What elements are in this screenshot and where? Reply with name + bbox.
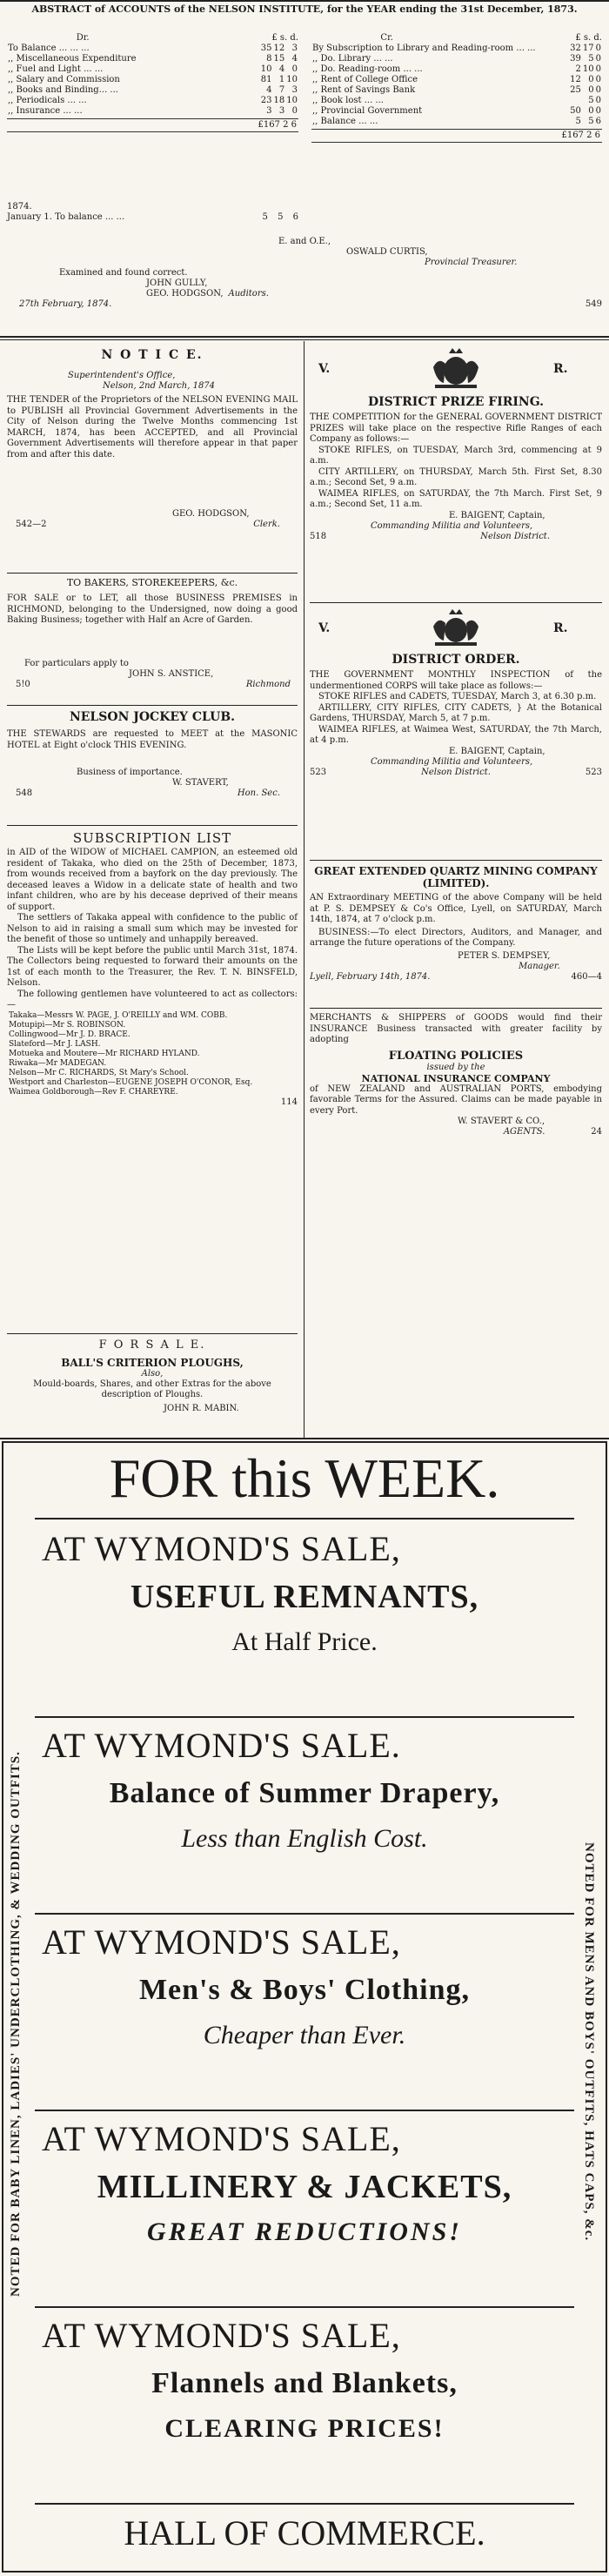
forsale-title: F O R S A L E. (98, 1338, 206, 1352)
dr-cell-l: 23 (260, 96, 272, 105)
dr-cell-s: 4 (278, 64, 285, 74)
cr-cell-d: 0 (595, 54, 601, 64)
order-district: Nelson District. (421, 767, 491, 777)
dr-row (7, 54, 298, 64)
wymond-item: MILLINERY & JACKETS, (97, 2169, 512, 2205)
cr-cell-s: 17 (582, 44, 594, 53)
cr-label: Cr. (380, 33, 393, 43)
dr-row (7, 96, 298, 106)
quartz-signer-title: Manager. (519, 961, 560, 971)
order-v-right: R. (553, 621, 568, 635)
dr-cell-s: 3 (278, 106, 285, 116)
auditor-2: GEO. HODGSON, (146, 289, 224, 299)
cr-row (311, 117, 602, 127)
wymond-price-note: CLEARING PRICES! (164, 2414, 445, 2443)
cr-cell-l: 25 (570, 85, 581, 95)
dr-cell-label: ,, Books and Binding... ... (8, 85, 118, 95)
order-ad (310, 607, 602, 778)
treasurer-name: OSWALD CURTIS, (346, 247, 428, 257)
royal-crest-icon (430, 607, 482, 649)
dr-cell-label: ,, Fuel and Light ... ... (8, 64, 104, 74)
dr-cell-s: 15 (273, 54, 285, 64)
cr-total: £167 2 6 (311, 129, 602, 143)
cr-cell-label: ,, Balance ... ... (312, 117, 378, 126)
quartz-date: Lyell, February 14th, 1874. (310, 971, 431, 982)
forsale-signer: JOHN R. MABIN. (164, 1404, 239, 1413)
cr-cell-l: 12 (570, 75, 581, 84)
notice-signer-title: Clerk. (253, 520, 280, 529)
dr-cell-d: 10 (286, 75, 298, 84)
cr-cell-s: 0 (588, 85, 594, 95)
wymond-divider (35, 2503, 574, 2505)
wymond-footer: HALL OF COMMERCE. (124, 2513, 485, 2553)
merchants-body: MERCHANTS & SHIPPERS of GOODS would find their INSURANCE Business transacted with greater facility by adopting (310, 1013, 602, 1044)
dr-cell-l: 3 (266, 106, 272, 116)
dr-cell-s: 18 (273, 96, 285, 105)
prize-line-3: WAIMEA RIFLES, on SATURDAY, the 7th March. First Set, 9 a.m.; Second Set, 11 a.m. (310, 488, 602, 509)
dr-cell-label: ,, Miscellaneous Expenditure (8, 54, 137, 64)
accounts-debit (7, 33, 298, 132)
forsale-body: BALL'S CRITERION PLOUGHS, (61, 1357, 244, 1369)
cr-currency-header: £ s. d. (575, 33, 602, 43)
cr-cell-label: ,, Rent of Savings Bank (312, 85, 416, 95)
cr-cell-d: 0 (595, 44, 601, 53)
cr-cell-l: 32 (570, 44, 581, 53)
collector-item: Takaka—Messrs W. PAGE, J. O'REILLY and WM. COBB. (9, 1010, 228, 1020)
cr-row (311, 106, 602, 117)
wymond-sale-heading: AT WYMOND'S SALE. (42, 1726, 401, 1765)
prize-body: THE COMPETITION for the GENERAL GOVERNMENT DISTRICT PRIZES will take place on the respective Rifle Ranges of each Company as follows:— (310, 413, 602, 444)
accounts-january-values: 5 5 6 (262, 212, 298, 222)
cr-cell-d: 0 (595, 106, 601, 116)
quartz-signer: PETER S. DEMPSEY, (458, 950, 551, 961)
wymond-divider (35, 2306, 574, 2308)
quartz-ref: 460—4 (571, 971, 602, 982)
cr-cell-s: 0 (588, 75, 594, 84)
wymond-sale-heading: AT WYMOND'S SALE, (42, 2119, 401, 2158)
cr-row (311, 64, 602, 75)
cr-row (311, 85, 602, 96)
order-body: THE GOVERNMENT MONTHLY INSPECTION of the undermentioned CORPS will take place as follows:— (310, 670, 602, 691)
jockey-title: NELSON JOCKEY CLUB. (69, 710, 236, 724)
cr-cell-l: 5 (575, 117, 581, 126)
auditors-label: Auditors. (228, 289, 269, 299)
prize-ref: 518 (310, 531, 327, 541)
cr-row (311, 75, 602, 85)
cr-cell-l (569, 96, 582, 106)
wymond-item: Balance of Summer Drapery, (109, 1777, 500, 1809)
dr-currency-header: £ s. d. (271, 33, 298, 43)
cr-row (311, 54, 602, 64)
cr-cell-d: 0 (595, 96, 601, 105)
cr-cell-d: 6 (595, 117, 601, 126)
notice-signer: GEO. HODGSON, (172, 509, 250, 519)
subscription-body-3: The Lists will be kept before the public until March 31st, 1874. The Collectors being requested to forward their amounts on the 1st of each month to the Treasurer, the Rev. T. N. BINSFELD, Nelson. (7, 945, 298, 988)
dr-row (7, 44, 298, 54)
bakers-body: FOR SALE or to LET, all those BUSINESS PREMISES in RICHMOND, belonging to the Undersigned, now doing a good Baking Business; together with Half an Acre of Garden. (7, 594, 298, 625)
bakers-apply: For particulars apply to (24, 659, 129, 668)
collector-item: Motueka and Moutere—Mr RICHARD HYLAND. (9, 1049, 200, 1058)
wymond-sale-heading: AT WYMOND'S SALE, (42, 1922, 401, 1962)
order-v-left: V. (318, 621, 331, 635)
accounts-title: ABSTRACT of ACCOUNTS of the NELSON INSTITUTE, for the YEAR ending the 31st December, 1873. (31, 3, 578, 15)
wymond-right-vertical: NOTED FOR MENS AND BOYS' OUTFITS, HATS CAPS, &c. (582, 1841, 596, 2242)
cr-cell-label: By Subscription to Library and Reading-room ... ... (312, 44, 536, 53)
quartz-title: GREAT EXTENDED QUARTZ MINING COMPANY (LIMITED). (314, 865, 598, 889)
order-signer-title: Commanding Militia and Volunteers, (371, 756, 533, 767)
cr-cell-label: ,, Book lost ... ... (312, 96, 384, 105)
notice-office: Superintendent's Office, (68, 371, 176, 380)
jockey-importance: Business of importance. (77, 768, 183, 777)
wymond-item: Flannels and Blankets, (151, 2367, 458, 2399)
cr-cell-s: 5 (588, 96, 594, 105)
prize-ad (310, 345, 602, 542)
wymond-block (35, 2311, 574, 2451)
dr-cell-label: ,, Periodicals ... ... (8, 96, 87, 105)
subscription-ref: 114 (280, 1097, 298, 1107)
wymond-sale-heading: AT WYMOND'S SALE, (42, 1529, 401, 1568)
order-signer: E. BAIGENT, Captain, (449, 746, 545, 756)
bakers-ref: 5!0 (16, 680, 30, 689)
accounts-january: January 1. To balance ... ... (7, 212, 125, 222)
cr-cell-d: 0 (595, 64, 601, 74)
accounts-ref: 549 (585, 299, 602, 309)
wymond-price-note: Less than English Cost. (181, 1824, 428, 1853)
wymond-block (35, 1918, 574, 2057)
dr-cell-l: 4 (266, 85, 272, 95)
dr-cell-label: ,, Insurance ... ... (8, 106, 83, 116)
dr-cell-d: 3 (291, 85, 298, 95)
dr-cell-s: 12 (273, 44, 285, 53)
order-ref: 523 (310, 767, 327, 777)
order-line-1: STOKE RIFLES and CADETS, TUESDAY, March 3, at 6.30 p.m. (318, 692, 597, 701)
dr-cell-s: 1 (278, 75, 285, 84)
notice-date: Nelson, 2nd March, 1874 (103, 381, 216, 391)
dr-cell-d: 0 (291, 64, 298, 74)
wymond-sale-heading: AT WYMOND'S SALE, (42, 2316, 401, 2355)
cr-cell-s: 10 (582, 64, 594, 74)
forsale-body-2: Mould-boards, Shares, and other Extras for the above description of Ploughs. (33, 1379, 271, 1399)
prize-signer-title: Commanding Militia and Volunteers, (371, 520, 533, 531)
bakers-ad (7, 578, 298, 690)
auditor-1: JOHN GULLY, (146, 278, 208, 288)
prize-v-left: V. (318, 362, 331, 376)
wymond-block (35, 1721, 574, 1861)
subscription-body-2: The settlers of Takaka appeal with confidence to the public of Nelson to aid in raising a small sum which may be invested for the benefit of those so untimely and unhappily bereaved. (7, 913, 298, 944)
quartz-ad (310, 865, 602, 983)
notice-title: N O T I C E. (101, 348, 204, 362)
merchants-floating: FLOATING POLICIES (388, 1049, 524, 1063)
dr-row (7, 106, 298, 117)
cr-cell-l: 50 (570, 106, 581, 116)
order-line-3: WAIMEA RIFLES, at Waimea West, SATURDAY, the 7th March, at 4 p.m. (310, 724, 602, 745)
bakers-title: TO BAKERS, STOREKEEPERS, &c. (66, 577, 238, 588)
wymond-left-vertical: NOTED FOR BABY LINEN, LADIES' UNDERCLOTHING, & WEDDING OUTFITS. (9, 1751, 23, 2298)
jockey-ref: 548 (16, 788, 33, 798)
forsale-ad (7, 1338, 298, 1414)
cr-cell-l: 39 (570, 54, 581, 64)
cr-cell-label: ,, Provincial Government (312, 106, 423, 116)
merchants-ref: 24 (591, 1127, 602, 1137)
quartz-body: AN Extraordinary MEETING of the above Company will be held at P. S. DEMPSEY & Co's Office, Lyell, on SATURDAY, March 14th, 1874, at 7 o'clock p.m. (310, 893, 602, 924)
royal-crest-icon (430, 345, 482, 392)
collector-item: Motupipi—Mr S. ROBINSON. (9, 1020, 126, 1030)
cr-cell-d: 0 (595, 85, 601, 95)
dr-cell-l: 35 (260, 44, 272, 53)
dr-cell-label: ,, Salary and Commission (8, 75, 120, 84)
wymond-ad (0, 1441, 609, 2573)
cr-cell-d: 0 (595, 75, 601, 84)
dr-cell-d: 10 (286, 96, 298, 105)
wymond-block (35, 1525, 574, 1664)
jockey-ad (7, 710, 298, 799)
wymond-block (35, 2115, 574, 2254)
accounts-eoe: E. and O.E., (278, 237, 331, 246)
cr-cell-s: 5 (588, 117, 594, 126)
accounts-examined: Examined and found correct. (59, 268, 188, 278)
accounts-date: 27th February, 1874. (19, 299, 112, 309)
subscription-body: in AID of the WIDOW of MICHAEL CAMPION, an esteemed old resident of Takaka, who died on the 25th of December, 1873, from wounds received from a bayfork on the day previously. The deceased leaves a Widow in a delicate state of health and two infant children, who are by his decease deprived of their means of support. (7, 848, 298, 912)
quartz-business: BUSINESS:—To elect Directors, Auditors, and Manager, and arrange the future operations of the Company. (310, 927, 602, 948)
prize-signer: E. BAIGENT, Captain, (449, 510, 545, 520)
accounts-year: 1874. (7, 202, 32, 211)
wymond-divider (35, 1716, 574, 1718)
notice-ad (7, 348, 298, 530)
subscription-collectors-intro: The following gentlemen have volunteered to act as collectors:— (7, 989, 298, 1010)
wymond-price-note: Cheaper than Ever. (203, 2021, 406, 2049)
debit-table (7, 44, 298, 117)
collector-item: Riwaka—Mr MADEGAN. (9, 1058, 107, 1068)
wymond-item: USEFUL REMNANTS, (130, 1579, 479, 1615)
merchants-company: NATIONAL INSURANCE COMPANY (361, 1072, 551, 1084)
wymond-divider (35, 1913, 574, 1915)
merchants-ports: of NEW ZEALAND and AUSTRALIAN PORTS, embodying favorable Terms for the Assured. Claims can be made payable in every Port. (310, 1083, 602, 1116)
accounts-section (7, 3, 602, 334)
wymond-item: Men's & Boys' Clothing, (138, 1974, 471, 2006)
dr-cell-d: 3 (291, 44, 298, 53)
collector-item: Westport and Charleston—EUGENE JOSEPH O'CONOR, Esq. (9, 1077, 253, 1087)
notice-ref: 542—2 (16, 520, 47, 529)
cr-cell-l: 2 (575, 64, 581, 74)
prize-line-2: CITY ARTILLERY, on THURSDAY, March 5th. First Set, 8.30 a.m.; Second Set, 9 a.m. (310, 466, 602, 487)
prize-v-right: R. (553, 362, 568, 376)
dr-row (7, 75, 298, 85)
cr-row (311, 96, 602, 106)
collector-item: Slateford—Mr J. LASH. (9, 1039, 101, 1049)
dr-cell-s: 7 (278, 85, 285, 95)
subscription-title: SUBSCRIPTION LIST (72, 830, 232, 846)
wymond-headline: FOR this WEEK. (109, 1447, 500, 1509)
dr-row (7, 64, 298, 75)
notice-body: THE TENDER of the Proprietors of the NELSON EVENING MAIL to PUBLISH all Provincial Government Advertisements in the City of Nelson during the Twelve Months commencing 1st MARCH, 1874, has been ACCEPTED, and all Provincial Government Advertisements will therefore appear in that paper from and after this date. (7, 395, 298, 460)
forsale-also: Also, (141, 1369, 164, 1379)
dr-cell-l: 8 (266, 54, 272, 64)
collector-item: Nelson—Mr C. RICHARDS, St Mary's School. (9, 1068, 189, 1077)
credit-table (311, 44, 602, 127)
jockey-signer: W. STAVERT, (172, 778, 229, 788)
order-line-2: ARTILLERY, CITY RIFLES, CITY CADETS, } At the Botanical Gardens, THURSDAY, March 5, at 7 p.m. (310, 702, 602, 723)
prize-title: DISTRICT PRIZE FIRING. (367, 395, 545, 409)
prize-line-1: STOKE RIFLES, on TUESDAY, March 3rd, commencing at 9 a.m. (310, 445, 602, 466)
prize-district: Nelson District. (480, 531, 550, 541)
jockey-body: THE STEWARDS are requested to MEET at the MASONIC HOTEL at Eight o'clock THIS EVENING. (7, 729, 298, 750)
cr-cell-s: 0 (588, 106, 594, 116)
merchants-signer: W. STAVERT & CO., (458, 1117, 545, 1126)
merchants-issued: issued by the (426, 1062, 485, 1072)
accounts-credit (311, 33, 602, 143)
treasurer-title: Provincial Treasurer. (425, 258, 518, 267)
merchants-agents: AGENTS. (503, 1127, 545, 1137)
collector-item: Waimea Goldborough—Rev F. CHAREYRE. (9, 1087, 178, 1097)
dr-cell-l: 81 (260, 75, 272, 84)
cr-cell-label: ,, Do. Library ... ... (312, 54, 393, 64)
wymond-price-note: GREAT REDUCTIONS! (147, 2217, 462, 2246)
cr-cell-label: ,, Do. Reading-room ... ... (312, 64, 423, 74)
cr-cell-label: ,, Rent of College Office (312, 75, 418, 84)
merchants-ad (310, 1013, 602, 1137)
order-title: DISTRICT ORDER. (392, 653, 520, 667)
bakers-place: Richmond (245, 680, 291, 689)
dr-cell-label: To Balance ... ... ... (8, 44, 90, 53)
jockey-signer-title: Hon. Sec. (237, 788, 280, 798)
cr-row (311, 44, 602, 54)
collectors-list (7, 1011, 298, 1097)
wymond-divider (35, 2110, 574, 2111)
dr-total: £167 2 6 (7, 118, 298, 132)
dr-cell-l: 10 (260, 64, 272, 74)
subscription-ad (7, 830, 298, 1108)
collector-item: Collingwood—Mr J. D. BRACE. (9, 1030, 130, 1039)
dr-label: Dr. (76, 33, 90, 43)
wymond-price-note: At Half Price. (231, 1627, 378, 1656)
cr-cell-s: 5 (588, 54, 594, 64)
bakers-signer: JOHN S. ANSTICE, (129, 669, 214, 679)
dr-cell-d: 4 (291, 54, 298, 64)
dr-row (7, 85, 298, 96)
order-ref-2: 523 (585, 767, 602, 777)
dr-cell-d: 0 (291, 106, 298, 116)
